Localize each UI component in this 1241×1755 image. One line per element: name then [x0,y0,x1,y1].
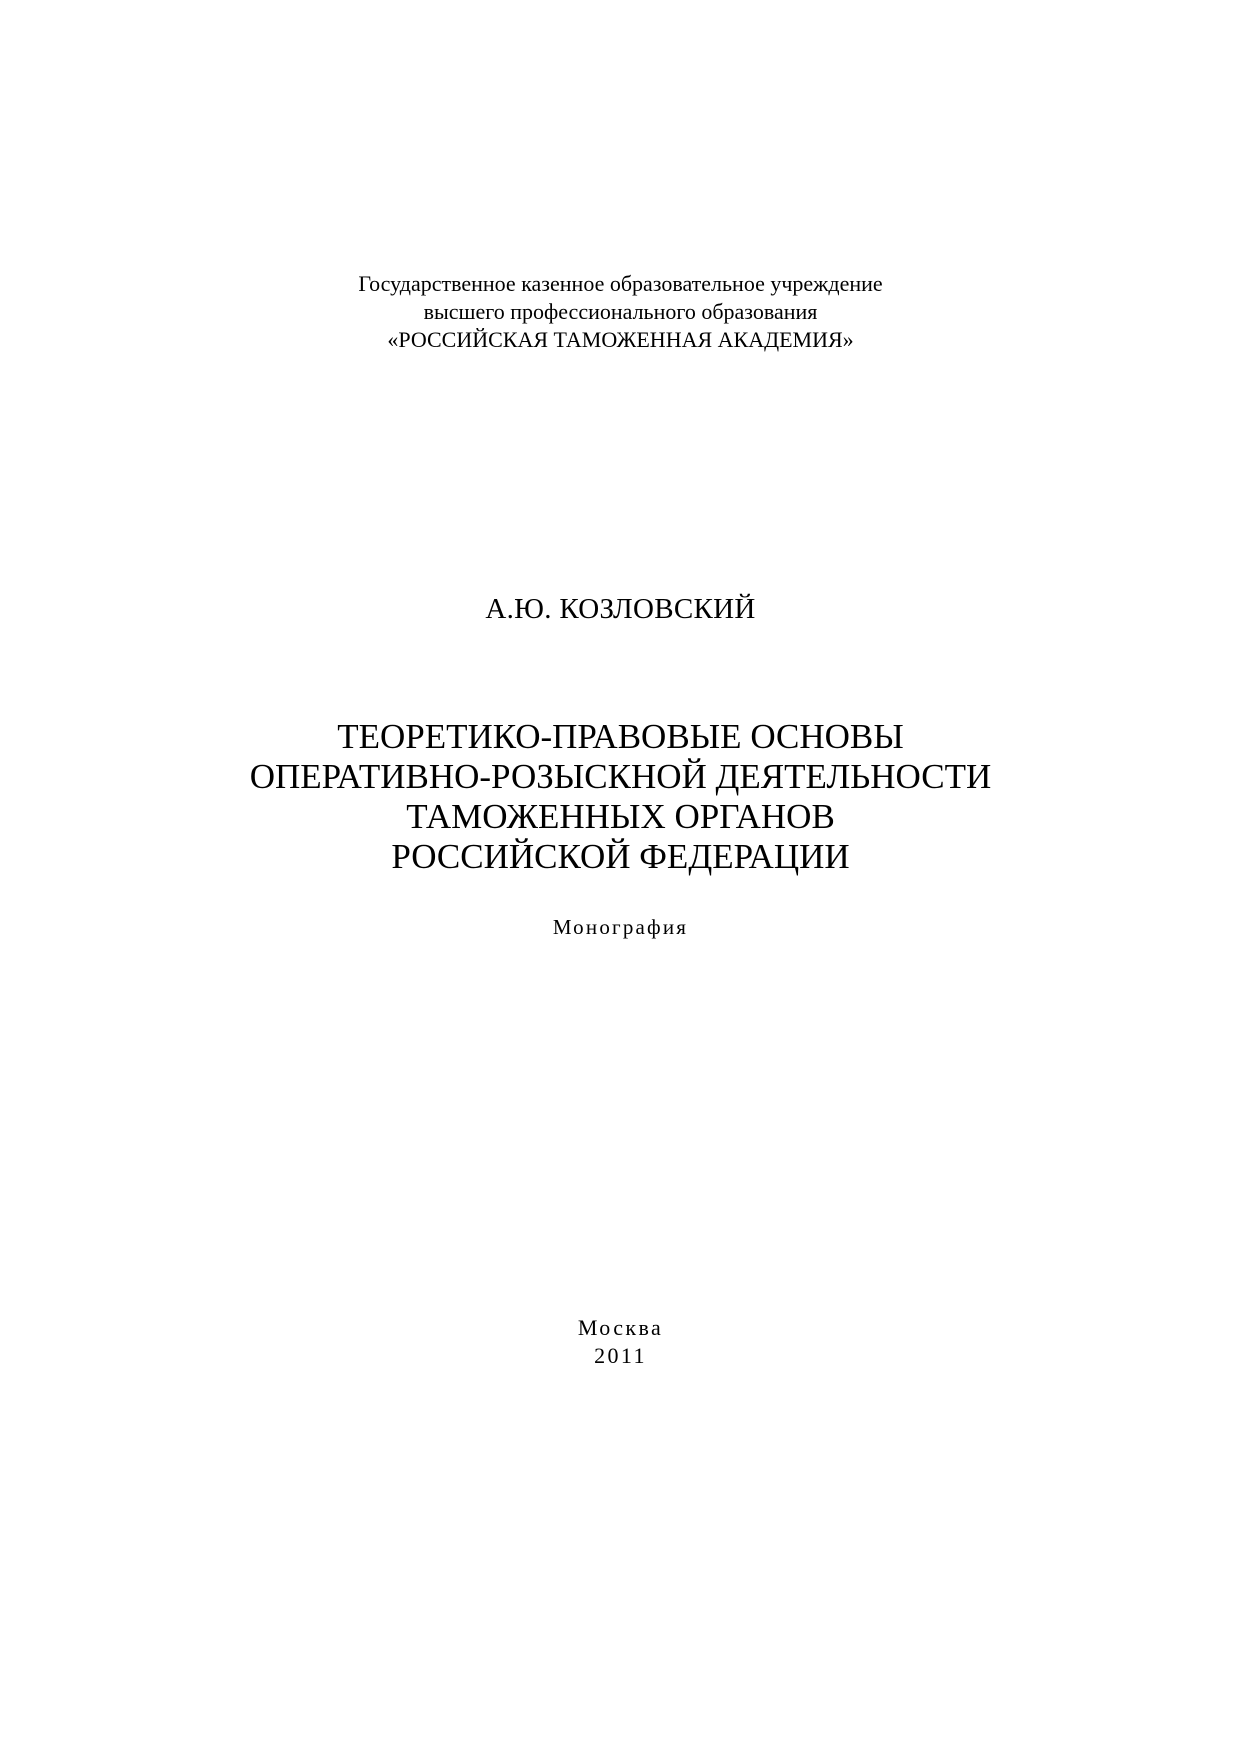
institution-line-2: высшего профессионального образования [423,299,818,324]
imprint-year: 2011 [594,1343,647,1368]
imprint-city: Москва [577,1315,664,1340]
title-line-1: ТЕОРЕТИКО-ПРАВОВЫЕ ОСНОВЫ [337,717,904,756]
genre-label: Монография [552,915,689,939]
institution-line-1: Государственное казенное образовательное учреждение [358,271,883,296]
book-title [0,717,1241,877]
imprint [0,1314,1241,1370]
title-line-2: ОПЕРАТИВНО-РОЗЫСКНОЙ ДЕЯТЕЛЬНОСТИ [249,757,992,796]
title-line-3: ТАМОЖЕННЫХ ОРГАНОВ [406,797,835,836]
title-line-4: РОССИЙСКОЙ ФЕДЕРАЦИИ [391,837,850,876]
author-name: А.Ю. КОЗЛОВСКИЙ [485,593,756,625]
institution-name: «РОССИЙСКАЯ ТАМОЖЕННАЯ АКАДЕМИЯ» [387,327,854,352]
institution-header [0,270,1241,354]
